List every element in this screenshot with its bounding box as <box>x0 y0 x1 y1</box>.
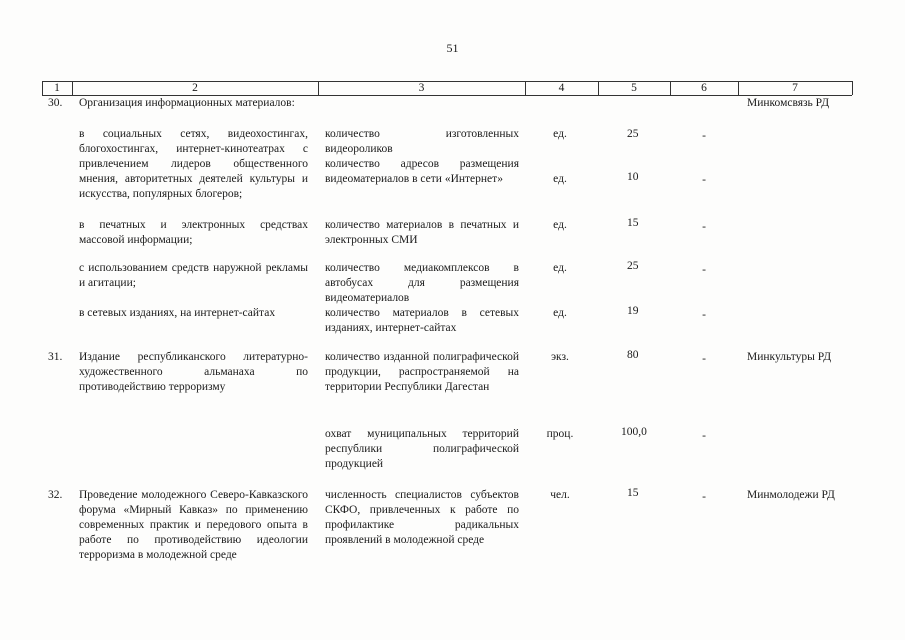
page-number: 51 <box>446 41 459 55</box>
activity: в социальных сетях, видеохостингах, блогохостингах, интернет-кинотеатрах с привлечением лидеров общественного мнения, авторитетных деятелей культуры и искусства, популярных блогеров; <box>79 128 308 200</box>
unit: проц. <box>546 428 574 440</box>
responsible: Минкультуры РД <box>747 351 832 363</box>
col6-value: - <box>702 221 706 233</box>
row-number: 31. <box>48 351 63 363</box>
col-header: 5 <box>631 82 637 94</box>
activity: в печатных и электронных средствах массовой информации; <box>79 219 308 246</box>
col-header: 7 <box>792 82 798 94</box>
unit: чел. <box>550 489 570 501</box>
value: 19 <box>627 305 639 317</box>
col6-value: - <box>702 353 706 365</box>
value: 15 <box>627 217 639 229</box>
activity: в сетевых изданиях, на интернет-сайтах <box>79 307 276 319</box>
unit: ед. <box>553 128 567 140</box>
col-header: 6 <box>701 82 707 94</box>
col-header: 4 <box>558 82 565 94</box>
col6-value: - <box>702 430 706 442</box>
indicator: численность специалистов субъектов СКФО, привлеченных к работе по профилактике радикальных проявлений в молодежной среде <box>325 489 519 546</box>
value: 15 <box>627 487 639 499</box>
row-title: Издание республиканского литературно-художественного альманаха по противодействию терроризму <box>79 351 308 393</box>
indicator: количество изданной полиграфической продукции, распространяемой на территории Республики Дагестан <box>325 351 519 393</box>
col6-value: - <box>702 309 706 321</box>
value: 25 <box>627 128 639 140</box>
col-header: 1 <box>54 82 60 94</box>
unit: ед. <box>553 307 567 319</box>
indicator: количество изготовленных видеороликов <box>325 128 519 155</box>
unit: экз. <box>551 351 569 363</box>
indicator: количество медиакомплексов в автобусах для размещения видеоматериалов <box>325 262 519 304</box>
col-divider <box>852 81 853 95</box>
col6-value: - <box>702 264 706 276</box>
unit: ед. <box>553 173 567 185</box>
indicator: количество материалов в сетевых изданиях, интернет-сайтах <box>325 307 519 334</box>
responsible: Минкомсвязь РД <box>747 97 830 109</box>
value: 10 <box>627 171 639 183</box>
col6-value: - <box>702 491 706 503</box>
col6-value: - <box>702 174 706 186</box>
row-title: Организация информационных материалов: <box>79 97 295 109</box>
indicator: количество адресов размещения видеоматериалов в сети «Интернет» <box>325 158 519 185</box>
indicator: охват муниципальных территорий республики полиграфической продукцией <box>325 428 519 470</box>
row-number: 30. <box>48 97 63 109</box>
activity: с использованием средств наружной рекламы и агитации; <box>79 262 308 289</box>
col6-value: - <box>702 130 706 142</box>
unit: ед. <box>553 262 567 274</box>
unit: ед. <box>553 219 567 231</box>
indicator: количество материалов в печатных и электронных СМИ <box>325 219 519 246</box>
col-header: 2 <box>192 82 198 94</box>
value: 80 <box>627 349 639 361</box>
col-header: 3 <box>418 82 425 94</box>
row-number: 32. <box>48 489 63 501</box>
value: 25 <box>627 260 639 272</box>
responsible: Минмолодежи РД <box>747 489 835 501</box>
row-title: Проведение молодежного Северо-Кавказского форума «Мирный Кавказ» по применению современных практик и передового опыта в работе по противодействию идеологии терроризма в молодежной среде <box>79 489 308 561</box>
value: 100,0 <box>621 426 647 438</box>
